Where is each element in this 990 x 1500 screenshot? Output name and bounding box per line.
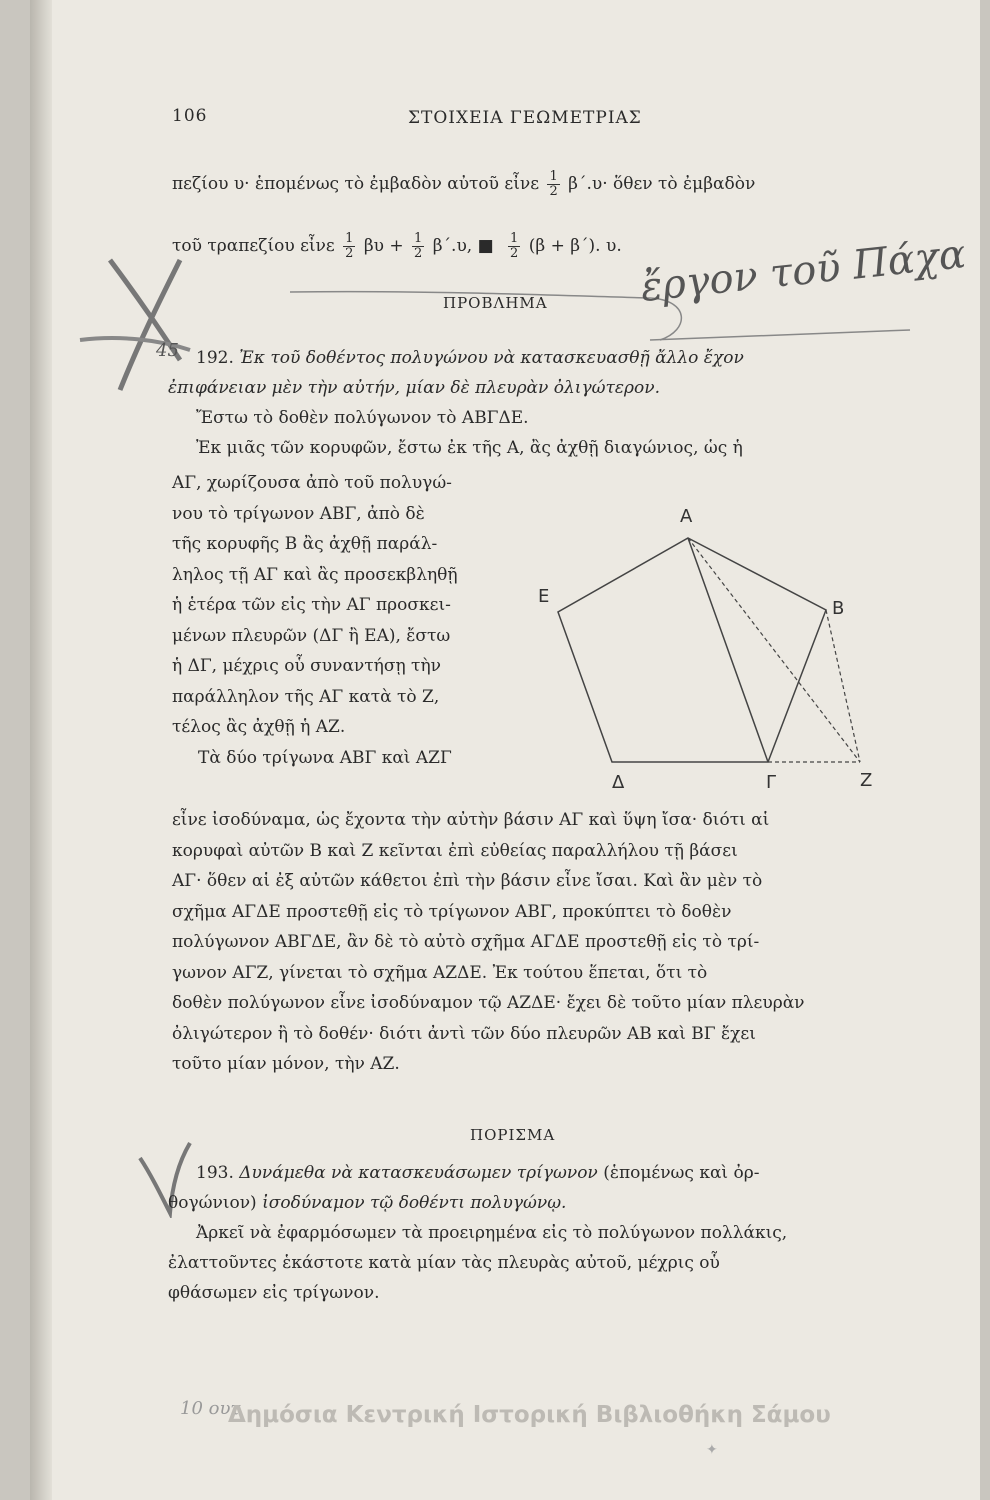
corollary-text: Δυνάμεθα νὰ κατασκευάσωμεν τρίγωνον xyxy=(239,1163,598,1183)
text-line: γωνον ΑΓΖ, γίνεται τὸ σχῆμα ΑΖΔΕ. Ἐκ τούτου ἕπεται, ὅτι τὸ xyxy=(172,962,708,983)
text-line: τέλος ἂς ἀχθῇ ἡ ΑΖ. xyxy=(172,717,346,737)
frac-num: 1 xyxy=(510,231,519,246)
frac-num: 1 xyxy=(345,231,354,246)
book-spine-shadow xyxy=(30,0,52,1500)
problem-number: 192. xyxy=(196,348,234,368)
text-line: ΑΓ, χωρίζουσα ἀπὸ τοῦ πολυγώ- xyxy=(172,473,452,493)
label-Z: Ζ xyxy=(860,770,873,791)
corollary-heading: ΠΟΡΙΣΜΑ xyxy=(470,1126,556,1144)
corollary-text: ἰσοδύναμον τῷ δοθέντι πολυγώνῳ. xyxy=(262,1193,567,1213)
text-line: ἡ ἑτέρα τῶν εἰς τὴν ΑΓ προσκει- xyxy=(172,595,451,615)
text-line: δοθὲν πολύγωνον εἶνε ἰσοδύναμον τῷ ΑΖΔΕ· ἔχει δὲ τοῦτο μίαν πλευρὰν xyxy=(172,993,805,1013)
left-column-text xyxy=(172,468,458,773)
fraction-half xyxy=(547,170,559,199)
text-line: τῆς κορυφῆς Β ἂς ἀχθῇ παράλ- xyxy=(172,534,438,554)
pentagon-ABGDE xyxy=(558,538,826,762)
corollary-text: (ἑπομένως καὶ ὀρ- xyxy=(603,1163,760,1183)
text-line: τοῦτο μίαν μόνον, τὴν ΑΖ. xyxy=(172,1054,400,1074)
intro-text: βυ + xyxy=(363,236,404,256)
intro-line-1 xyxy=(172,170,755,199)
intro-text: β΄.υ· ὅθεν τὸ ἐμβαδὸν xyxy=(568,174,756,194)
problem-let: Ἔστω τὸ δοθὲν πολύγωνον τὸ ΑΒΓΔΕ. xyxy=(196,408,529,428)
label-B: Β xyxy=(832,598,845,619)
intro-text: (β + β΄). υ. xyxy=(528,236,622,256)
frac-den: 2 xyxy=(414,246,423,261)
label-A: Α xyxy=(680,506,693,527)
handwritten-bottom-note: 10 ουτ xyxy=(180,1398,241,1419)
continuation-text xyxy=(172,805,805,1080)
frac-num: 1 xyxy=(414,231,423,246)
text-line: ἡ ΔΓ, μέχρις οὗ συναντήσῃ τὴν xyxy=(172,656,441,676)
problem-text: Ἐκ τοῦ δοθέντος πολυγώνου νὰ κατασκευασθῇ ἄλλο ἔχον xyxy=(239,348,744,368)
text-line: εἶνε ἰσοδύναμα, ὡς ἔχοντα τὴν αὐτὴν βάσιν ΑΓ καὶ ὕψη ἴσα· διότι αἱ xyxy=(172,810,770,830)
corollary-para-3: φθάσωμεν εἰς τρίγωνον. xyxy=(168,1283,380,1303)
problem-statement-1 xyxy=(196,348,744,368)
ornament-icon: ✦ xyxy=(706,1442,718,1458)
handwritten-note: ἔργον τοῦ Πάχα xyxy=(638,231,968,311)
corollary-statement-2 xyxy=(168,1193,566,1213)
segment-AZ xyxy=(688,538,860,762)
text-line: πολύγωνον ΑΒΓΔΕ, ἂν δὲ τὸ αὐτὸ σχῆμα ΑΓΔΕ προστεθῇ εἰς τὸ τρί- xyxy=(172,932,760,952)
pentagon-figure xyxy=(520,490,900,800)
corollary-para-2: ἐλαττοῦντες ἑκάστοτε κατὰ μίαν τὰς πλευρὰς αὐτοῦ, μέχρις οὗ xyxy=(168,1253,720,1273)
text-line: ληλος τῇ ΑΓ καὶ ἂς προσεκβληθῇ xyxy=(172,564,458,585)
corollary-statement-1 xyxy=(196,1163,759,1183)
label-G: Γ xyxy=(766,772,777,793)
corollary-text: θογώνιον) xyxy=(168,1193,257,1213)
text-line: ὀλιγώτερον ἢ τὸ δοθέν· διότι ἀντὶ τῶν δύο πλευρῶν ΑΒ καὶ ΒΓ ἔχει xyxy=(172,1023,756,1044)
frac-num: 1 xyxy=(549,169,558,184)
text-line: κορυφαὶ αὐτῶν Β καὶ Ζ κεῖνται ἐπὶ εὐθείας παραλλήλου τῇ βάσει xyxy=(172,840,738,861)
intro-text: τοῦ τραπεζίου εἶνε xyxy=(172,236,335,256)
frac-den: 2 xyxy=(345,246,354,261)
pencil-cross xyxy=(110,260,180,390)
text-line: ΑΓ· ὅθεν αἱ ἐξ αὐτῶν κάθετοι ἐπὶ τὴν βάσιν εἶνε ἴσαι. Καὶ ἂν μὲν τὸ xyxy=(172,871,763,891)
pencil-underline xyxy=(650,330,910,340)
text-line: Τὰ δύο τρίγωνα ΑΒΓ καὶ ΑΖΓ xyxy=(198,747,452,768)
text-line: νου τὸ τρίγωνον ΑΒΓ, ἀπὸ δὲ xyxy=(172,503,425,524)
intro-text: β΄.υ, xyxy=(432,236,473,256)
corollary-para-1: Ἀρκεῖ νὰ ἐφαρμόσωμεν τὰ προειρημένα εἰς τὸ πολύγωνον πολλάκις, xyxy=(196,1223,788,1243)
margin-number: 45 xyxy=(156,340,179,361)
text-line: σχῆμα ΑΓΔΕ προστεθῇ εἰς τὸ τρίγωνον ΑΒΓ, προκύπτει τὸ δοθὲν xyxy=(172,901,732,922)
page-number: 106 xyxy=(172,106,208,126)
label-E: Ε xyxy=(538,586,550,607)
text-line: μένων πλευρῶν (ΔΓ ἢ ΕΑ), ἔστω xyxy=(172,625,451,646)
corollary-number: 193. xyxy=(196,1163,234,1183)
intro-text: πεζίου υ· ἑπομένως τὸ ἐμβαδὸν αὐτοῦ εἶνε xyxy=(172,174,540,194)
text-line: παράλληλον τῆς ΑΓ κατὰ τὸ Ζ, xyxy=(172,686,440,707)
frac-den: 2 xyxy=(549,184,558,199)
label-D: Δ xyxy=(612,772,625,793)
problem-heading: ΠΡΟΒΛΗΜΑ xyxy=(443,294,548,312)
library-watermark: Δημόσια Κεντρική Ιστορική Βιβλιοθήκη Σάμου xyxy=(228,1402,831,1428)
diagonal-AG xyxy=(688,538,768,762)
ink-blot: ■ xyxy=(477,236,494,256)
problem-statement-2: ἐπιφάνειαν μὲν τὴν αὐτήν, μίαν δὲ πλευρὰν ὀλιγώτερον. xyxy=(168,378,660,398)
problem-para-1: Ἐκ μιᾶς τῶν κορυφῶν, ἔστω ἐκ τῆς Α, ἂς ἀχθῇ διαγώνιος, ὡς ἡ xyxy=(196,438,743,458)
frac-den: 2 xyxy=(510,246,519,261)
running-title: ΣΤΟΙΧΕΙΑ ΓΕΩΜΕΤΡΙΑΣ xyxy=(408,108,642,128)
